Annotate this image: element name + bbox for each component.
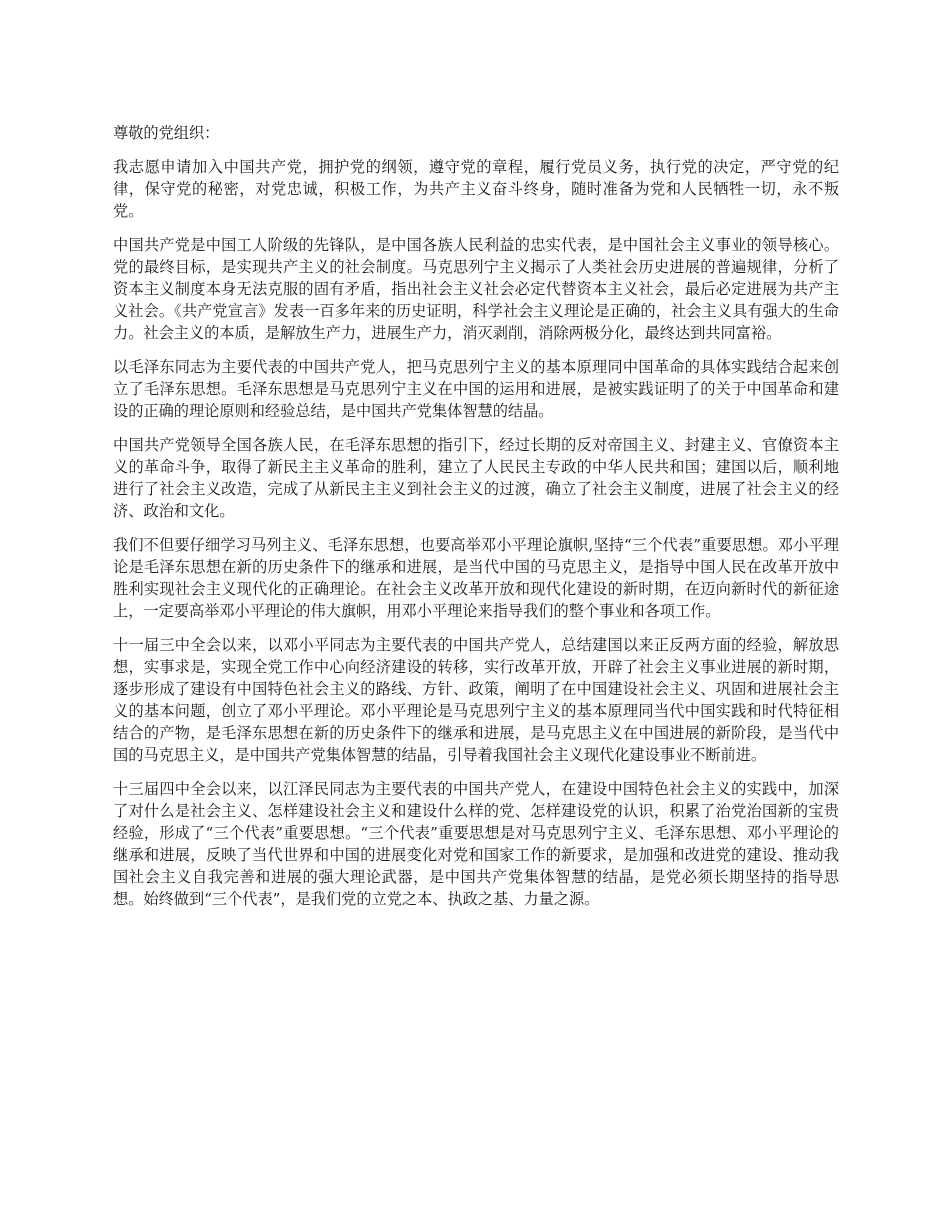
document-body xyxy=(113,122,839,922)
paragraph-mao-thought: 以毛泽东同志为主要代表的中国共产党人，把马克思列宁主义的基本原理同中国革命的具体实践结合起来创立了毛泽东思想。毛泽东思想是马克思列宁主义在中国的运用和进展，是被实践证明了的关于中国革命和建设的正确的理论原则和经验总结，是中国共产党集体智慧的结晶。 xyxy=(113,358,839,420)
paragraph-deng-theory-study: 我们不但要仔细学习马列主义、毛泽东思想，也要高举邓小平理论旗帜,坚持“三个代表”重要思想。邓小平理论是毛泽东思想在新的历史条件下的继承和进展，是当代中国的马克思主义，是指导中国人民在改革开放中胜利实现社会主义现代化的正确理论。在社会主义改革开放和现代化建设的新时期，在迈向新时代的新征途上，一定要高举邓小平理论的伟大旗帜，用邓小平理论来指导我们的整个事业和各项工作。 xyxy=(113,536,839,620)
salutation: 尊敬的党组织： xyxy=(113,124,220,142)
paragraph-revolution-history: 中国共产党领导全国各族人民，在毛泽东思想的指引下，经过长期的反对帝国主义、封建主义、官僚资本主义的革命斗争，取得了新民主主义革命的胜利，建立了人民民主专政的中华人民共和国；建国以后，顺利地进行了社会主义改造，完成了从新民主主义到社会主义的过渡，确立了社会主义制度，进展了社会主义的经济、政治和文化。 xyxy=(113,436,839,520)
paragraph-three-represents: 十三届四中全会以来，以江泽民同志为主要代表的中国共产党人，在建设中国特色社会主义的实践中，加深了对什么是社会主义、怎样建设社会主义和建设什么样的党、怎样建设党的认识，积累了治党治国新的宝贵经验，形成了“三个代表”重要思想。“三个代表”重要思想是对马克思列宁主义、毛泽东思想、邓小平理论的继承和进展，反映了当代世界和中国的进展变化对党和国家工作的新要求，是加强和改进党的建设、推动我国社会主义自我完善和进展的强大理论武器，是中国共产党集体智慧的结晶，是党必须长期坚持的指导思想。始终做到“三个代表”，是我们党的立党之本、执政之基、力量之源。 xyxy=(113,780,839,908)
paragraph-pledge: 我志愿申请加入中国共产党，拥护党的纲领，遵守党的章程，履行党员义务，执行党的决定，严守党的纪律，保守党的秘密，对党忠诚，积极工作，为共产主义奋斗终身，随时准备为党和人民牺牲一切，永不叛党。 xyxy=(113,158,839,220)
paragraph-reform-era: 十一届三中全会以来，以邓小平同志为主要代表的中国共产党人，总结建国以来正反两方面的经验，解放思想，实事求是，实现全党工作中心向经济建设的转移，实行改革开放，开辟了社会主义事业进展的新时期，逐步形成了建设有中国特色社会主义的路线、方针、政策，阐明了在中国建设社会主义、巩固和进展社会主义的基本问题，创立了邓小平理论。邓小平理论是马克思列宁主义的基本原理同当代中国实践和时代特征相结合的产物，是毛泽东思想在新的历史条件下的继承和进展，是马克思主义在中国进展的新阶段，是当代中国的马克思主义，是中国共产党集体智慧的结晶，引导着我国社会主义现代化建设事业不断前进。 xyxy=(113,636,839,764)
paragraph-party-nature: 中国共产党是中国工人阶级的先锋队，是中国各族人民利益的忠实代表，是中国社会主义事业的领导核心。党的最终目标，是实现共产主义的社会制度。马克思列宁主义揭示了人类社会历史进展的普遍规律，分析了资本主义制度本身无法克服的固有矛盾，指出社会主义社会必定代替资本主义社会，最后必定进展为共产主义社会。《共产党宣言》发表一百多年来的历史证明，科学社会主义理论是正确的，社会主义具有强大的生命力。社会主义的本质，是解放生产力，进展生产力，消灭剥削，消除两极分化，最终达到共同富裕。 xyxy=(113,236,839,342)
